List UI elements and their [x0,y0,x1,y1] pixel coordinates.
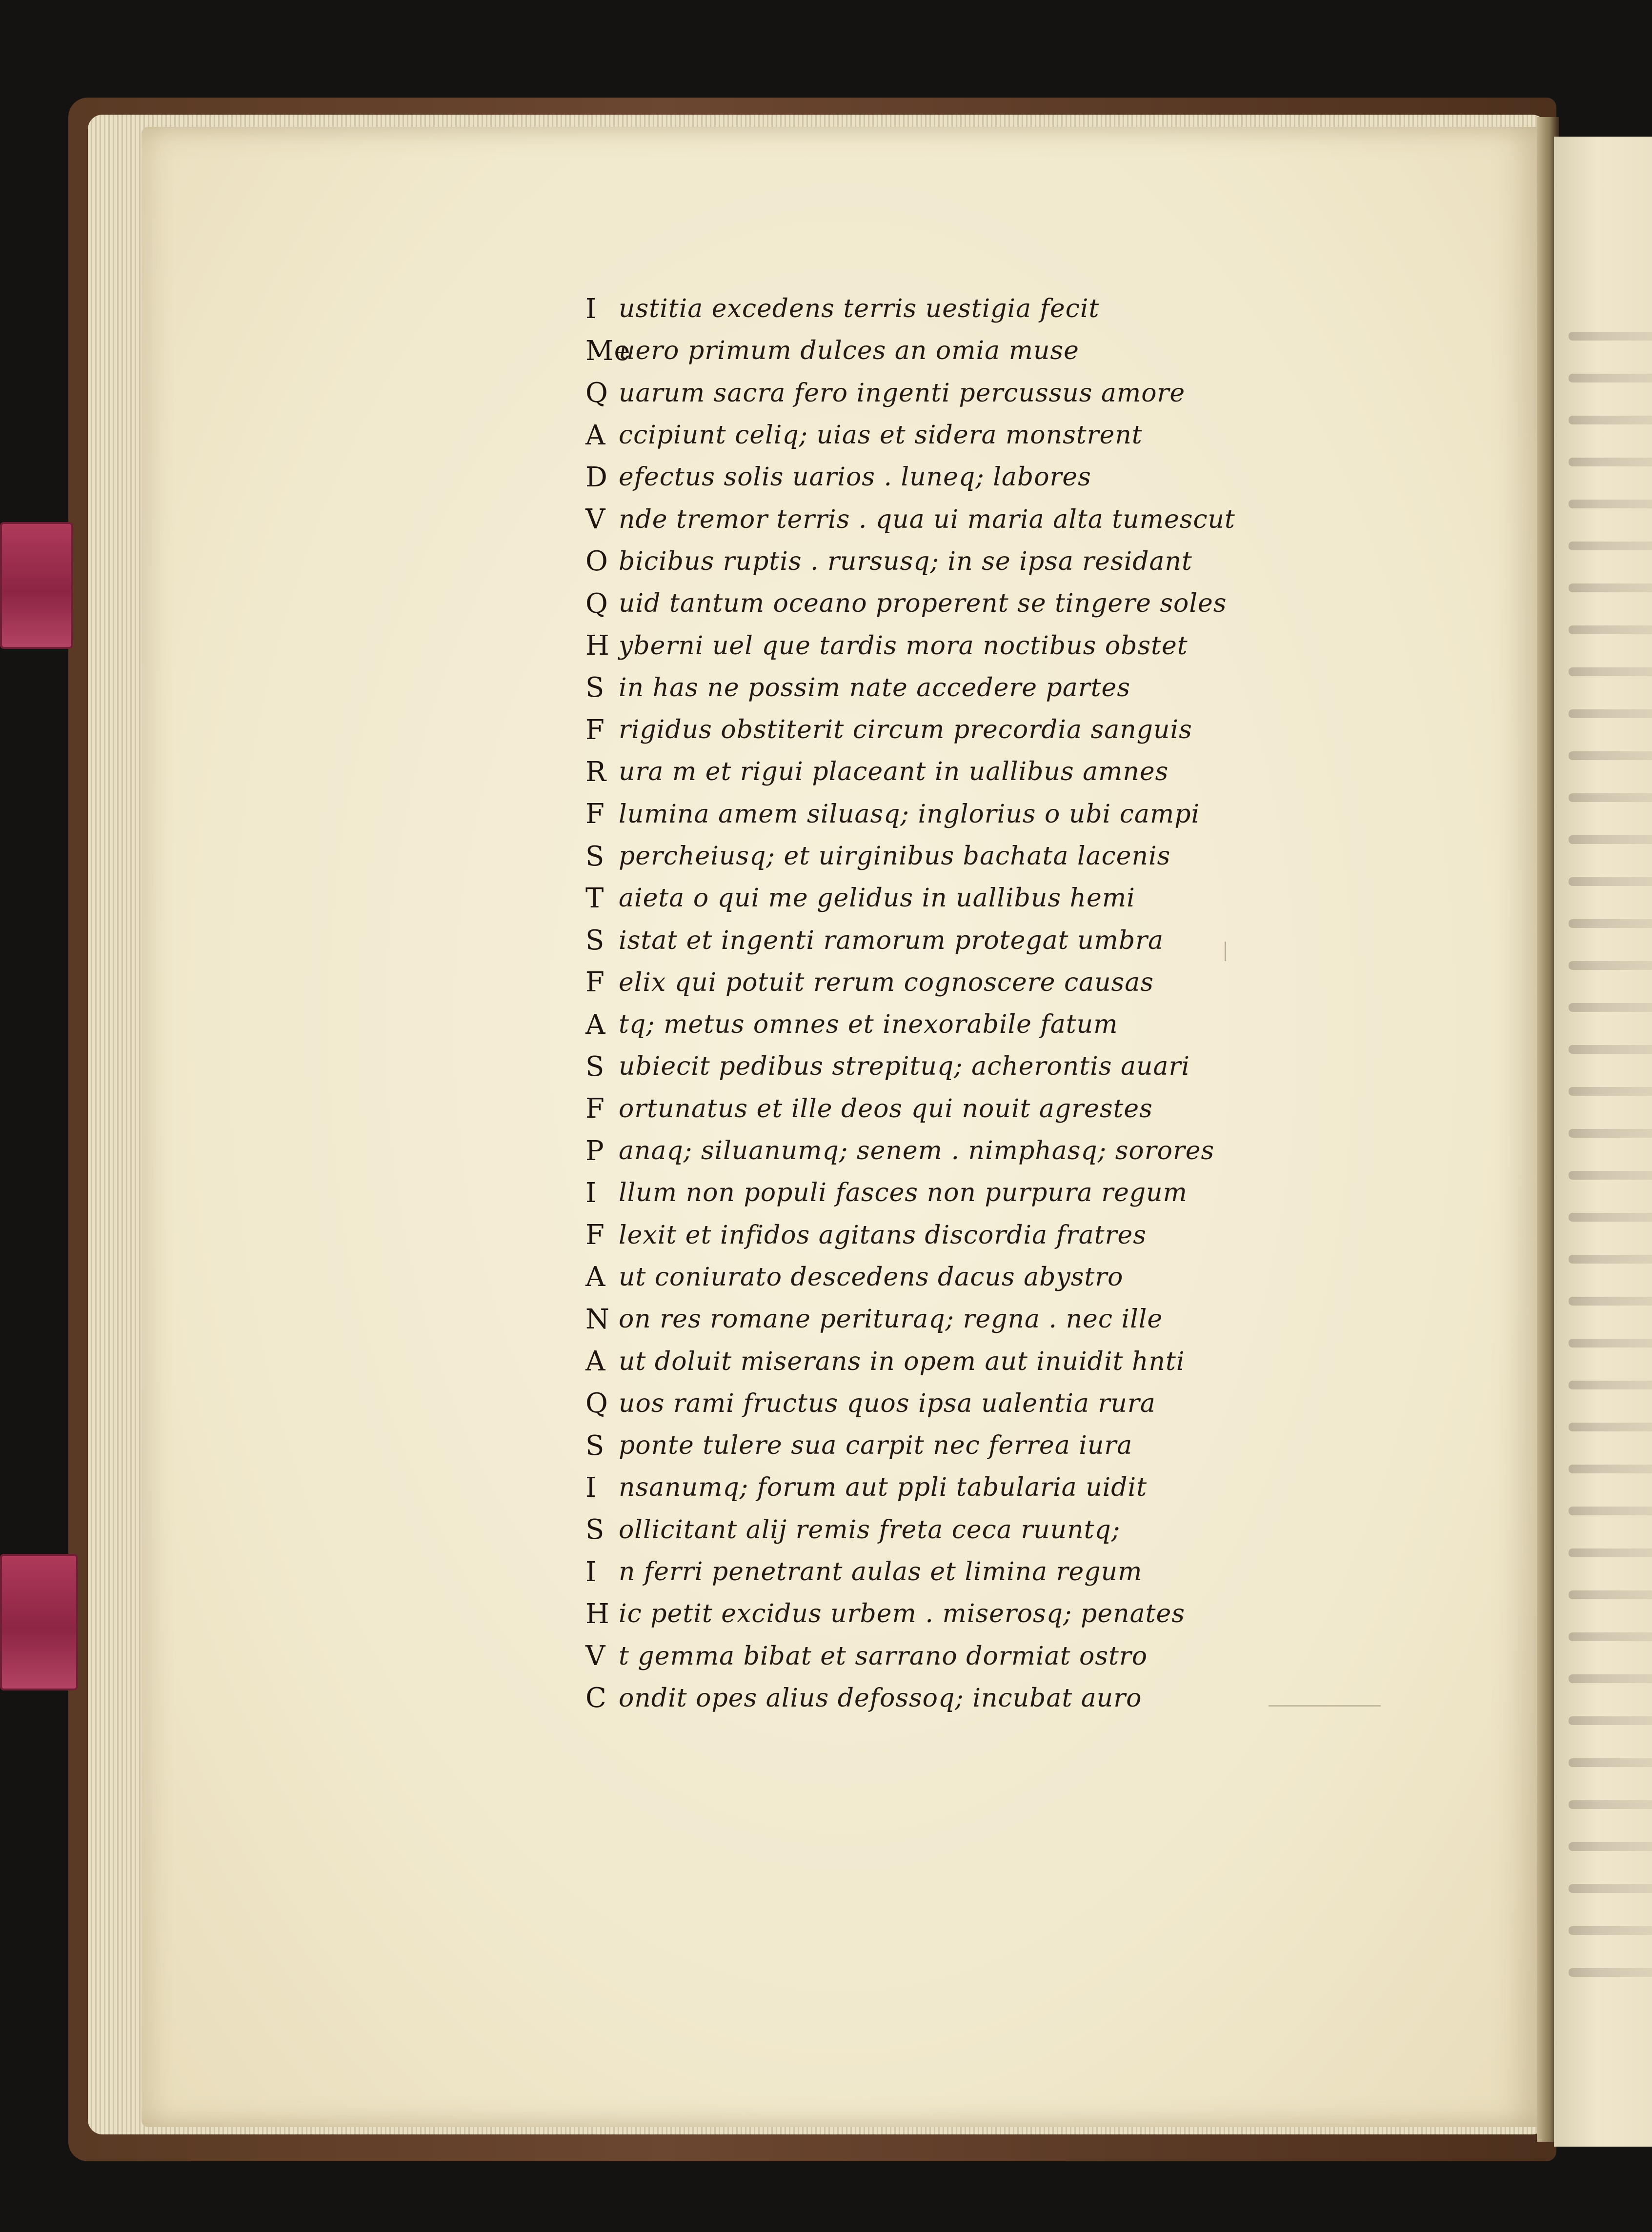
verse-line [585,583,1390,624]
verse-line [585,1677,1390,1719]
verse-line [585,1214,1390,1256]
verse-initial: A [585,419,606,451]
verse-text: ollicitant alij remis freta ceca ruuntq; [619,1515,1121,1545]
verse-text: ubiecit pedibus strepituq; acherontis auari [619,1052,1190,1082]
verse-initial: Q [585,1387,608,1420]
verse-line [585,1088,1390,1130]
verse-text: anaq; siluanumq; senem . nimphasq; sorores [619,1136,1215,1166]
verse-text: istat et ingenti ramorum protegat umbra [619,925,1164,955]
verse-text: nde tremor terris . qua ui maria alta tumescut [619,504,1235,534]
verse-initial: V [585,1640,606,1672]
verse-text: ustitia excedens terris uestigia fecit [619,294,1100,324]
verse-line [585,1256,1390,1298]
verse-initial: D [585,461,608,493]
verse-initial: Q [585,587,608,620]
book-strap-lower [0,1554,78,1690]
verse-initial: S [585,672,605,704]
verse-text: on res romane perituraq; regna . nec ille [619,1305,1163,1334]
verse-text: ut coniurato descedens dacus abystro [619,1262,1124,1292]
verse-line [585,751,1390,793]
verse-text: lexit et infidos agitans discordia fratres [619,1220,1147,1250]
verse-line [585,793,1390,835]
verse-text: bicibus ruptis . rursusq; in se ipsa residant [619,546,1192,576]
verse-initial: T [585,882,604,914]
verse-initial: I [585,1556,597,1588]
verse-text: ondit opes alius defossoq; incubat auro [619,1683,1142,1713]
verse-initial: F [585,714,605,746]
ruling-mark [1269,1705,1381,1707]
verse-initial: O [585,545,608,578]
verse-line [585,919,1390,961]
verse-text: efectus solis uarios . luneq; labores [619,462,1091,492]
verse-line [585,1635,1390,1677]
verse-line [585,1004,1390,1046]
verse-line [585,288,1390,330]
margin-mark [1225,942,1226,961]
verse-initial: H [585,1598,610,1630]
verse-text: yberni uel que tardis mora noctibus obstet [619,631,1188,661]
verse-text-block [585,288,1390,1719]
verse-initial: F [585,798,605,830]
verse-initial: N [585,1303,610,1335]
verse-line [585,1383,1390,1425]
verse-line [585,1172,1390,1214]
verse-line [585,877,1390,919]
verse-text: rigidus obstiterit circum precordia sanguis [619,715,1192,745]
verse-initial: S [585,1429,605,1462]
verse-initial: Me [585,335,631,367]
verse-line [585,1593,1390,1635]
verse-line [585,667,1390,709]
verse-line [585,1551,1390,1593]
verse-line [585,1046,1390,1087]
verse-line [585,1425,1390,1467]
verse-initial: R [585,756,607,788]
verse-text: lumina amem siluasq; inglorius o ubi campi [619,799,1200,829]
verse-initial: F [585,1093,605,1125]
verse-text: ut doluit miserans in opem aut inuidit hnti [619,1347,1185,1376]
verse-initial: A [585,1346,606,1378]
verse-initial: P [585,1135,604,1167]
verse-line [585,1298,1390,1340]
verse-line [585,1340,1390,1382]
verse-text: n ferri penetrant aulas et limina regum [619,1557,1143,1587]
verse-text: ura m et rigui placeant in uallibus amnes [619,757,1169,787]
verse-initial: I [585,293,597,325]
verse-line [585,835,1390,877]
verse-line [585,330,1390,372]
verse-text: t gemma bibat et sarrano dormiat ostro [619,1641,1148,1671]
verse-initial: S [585,840,605,872]
verse-initial: S [585,1050,605,1083]
verse-line [585,414,1390,456]
verse-line [585,498,1390,540]
verse-line [585,709,1390,751]
verse-text: ccipiunt celiq; uias et sidera monstrent [619,421,1143,450]
verse-initial: H [585,630,610,662]
verse-text: percheiusq; et uirginibus bachata lacenis [619,842,1171,871]
verse-line [585,372,1390,414]
verse-initial: Q [585,377,608,409]
verse-initial: A [585,1261,606,1293]
verse-line [585,1509,1390,1551]
verse-initial: C [585,1682,607,1714]
verse-initial: F [585,966,605,999]
verse-text: uero primum dulces an omia muse [619,336,1079,366]
verse-initial: V [585,503,606,536]
verse-text: in has ne possim nate accedere partes [619,673,1131,703]
verse-text: elix qui potuit rerum cognoscere causas [619,967,1154,997]
verse-initial: A [585,1008,606,1041]
verse-initial: S [585,1514,605,1546]
verse-initial: S [585,925,605,957]
verse-line [585,456,1390,498]
verse-initial: F [585,1219,605,1251]
verse-text: llum non populi fasces non purpura regum [619,1178,1188,1208]
verse-line [585,962,1390,1004]
verse-line [585,1467,1390,1508]
verse-text: uos rami fructus quos ipsa ualentia rura [619,1388,1156,1418]
facing-page-edge [1554,137,1652,2147]
verse-text: tq; metus omnes et inexorabile fatum [619,1010,1118,1040]
verse-line [585,541,1390,583]
verse-text: uid tantum oceano properent se tingere soles [619,589,1227,619]
verse-text: ortunatus et ille deos qui nouit agrestes [619,1094,1153,1124]
verse-text: uarum sacra fero ingenti percussus amore [619,378,1186,408]
verse-text: nsanumq; forum aut ppli tabularia uidit [619,1473,1148,1503]
facing-page-text-bleed [1554,332,1652,2010]
book-strap-upper [0,522,73,649]
verse-text: ponte tulere sua carpit nec ferrea iura [619,1431,1133,1461]
verse-initial: I [585,1177,597,1209]
verse-line [585,624,1390,666]
verse-text: aieta o qui me gelidus in uallibus hemi [619,884,1135,913]
verse-text: ic petit excidus urbem . miserosq; penates [619,1599,1185,1629]
verse-line [585,1130,1390,1172]
verse-initial: I [585,1471,597,1504]
